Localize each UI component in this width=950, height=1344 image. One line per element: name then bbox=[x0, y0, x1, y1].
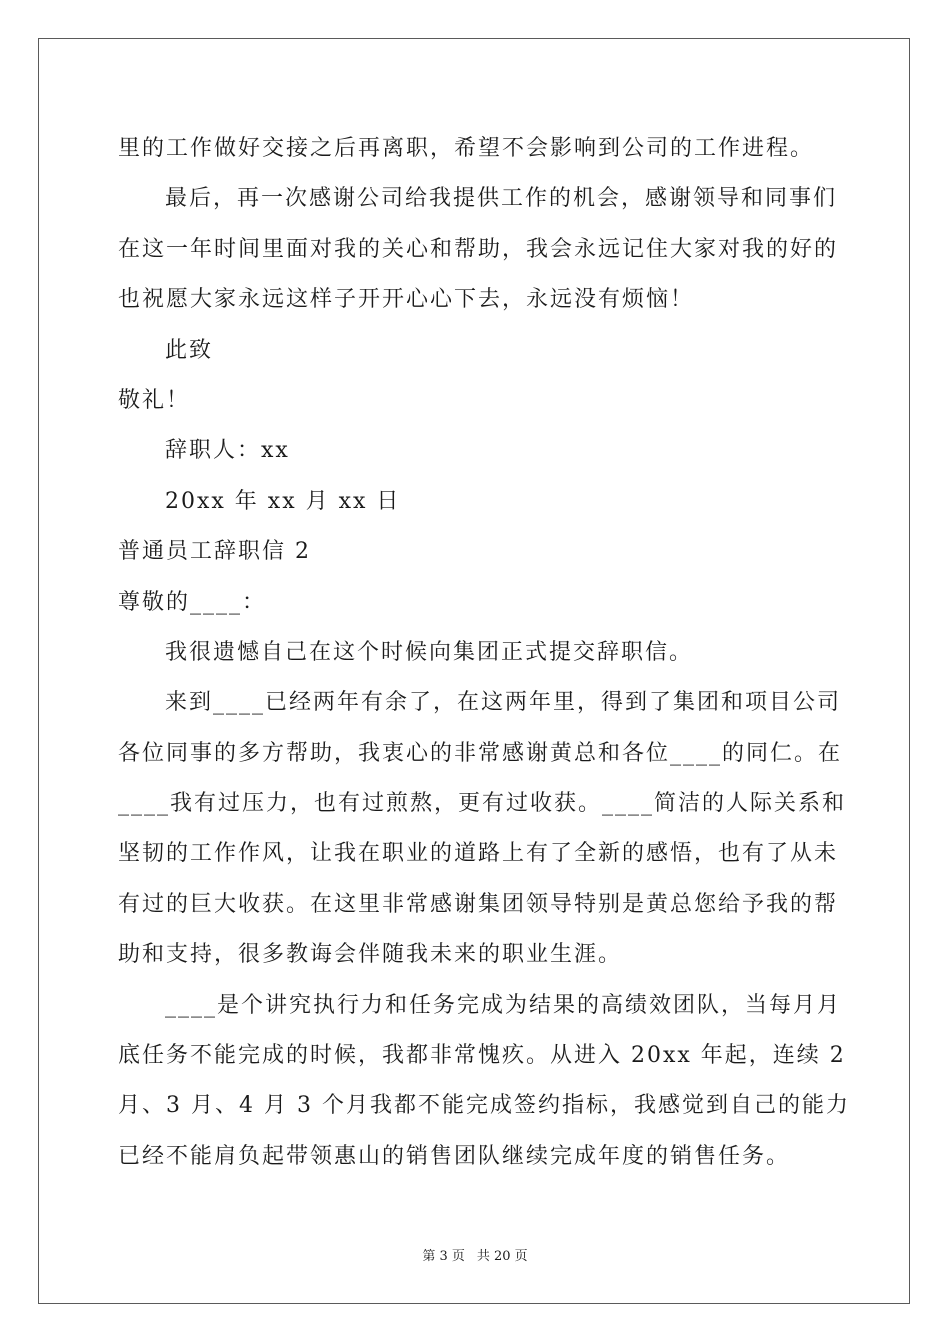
letter-body bbox=[118, 124, 850, 1182]
signature-name: 辞职人：xx bbox=[165, 438, 290, 464]
text-line: 坚韧的工作作风，让我在职业的道路上有了全新的感悟，也有了从未 bbox=[118, 841, 839, 867]
text-line: ____是个讲究执行力和任务完成为结果的高绩效团队，当每月月 bbox=[165, 992, 842, 1018]
signature-date: 20xx 年 xx 月 xx 日 bbox=[165, 488, 401, 514]
page-number: 第 3 页 bbox=[422, 1249, 465, 1264]
text-line: 底任务不能完成的时候，我都非常愧疚。从进入 20xx 年起，连续 2 bbox=[118, 1043, 846, 1069]
letter-greeting: 尊敬的____： bbox=[118, 589, 267, 615]
text-line: 助和支持，很多教诲会伴随我未来的职业生涯。 bbox=[118, 942, 623, 968]
letter-heading: 普通员工辞职信 2 bbox=[118, 539, 311, 565]
text-line: 里的工作做好交接之后再离职，希望不会影响到公司的工作进程。 bbox=[118, 136, 815, 161]
page-footer bbox=[0, 1247, 950, 1267]
text-line: 我很遗憾自己在这个时候向集团正式提交辞职信。 bbox=[165, 639, 694, 665]
text-line: 月、3 月、4 月 3 个月我都不能完成签约指标，我感觉到自己的能力 bbox=[118, 1093, 850, 1119]
closing-salutation: 此致 bbox=[165, 337, 214, 363]
text-line: 也祝愿大家永远这样子开开心心下去，永远没有烦恼！ bbox=[118, 287, 695, 313]
text-line: ____我有过压力，也有过煎熬，更有过收获。____简洁的人际关系和 bbox=[118, 791, 847, 817]
text-line: 已经不能肩负起带领惠山的销售团队继续完成年度的销售任务。 bbox=[118, 1143, 791, 1169]
text-line: 来到____已经两年有余了，在这两年里，得到了集团和项目公司 bbox=[165, 690, 842, 716]
text-line: 有过的巨大收获。在这里非常感谢集团领导特别是黄总您给予我的帮 bbox=[118, 891, 839, 917]
text-line: 各位同事的多方帮助，我衷心的非常感谢黄总和各位____的同仁。在 bbox=[118, 740, 843, 766]
page-total: 共 20 页 bbox=[476, 1249, 528, 1264]
text-line: 在这一年时间里面对我的关心和帮助，我会永远记住大家对我的好的 bbox=[118, 236, 839, 262]
closing-regards: 敬礼！ bbox=[118, 387, 191, 413]
text-line: 最后，再一次感谢公司给我提供工作的机会，感谢领导和同事们 bbox=[165, 186, 838, 212]
